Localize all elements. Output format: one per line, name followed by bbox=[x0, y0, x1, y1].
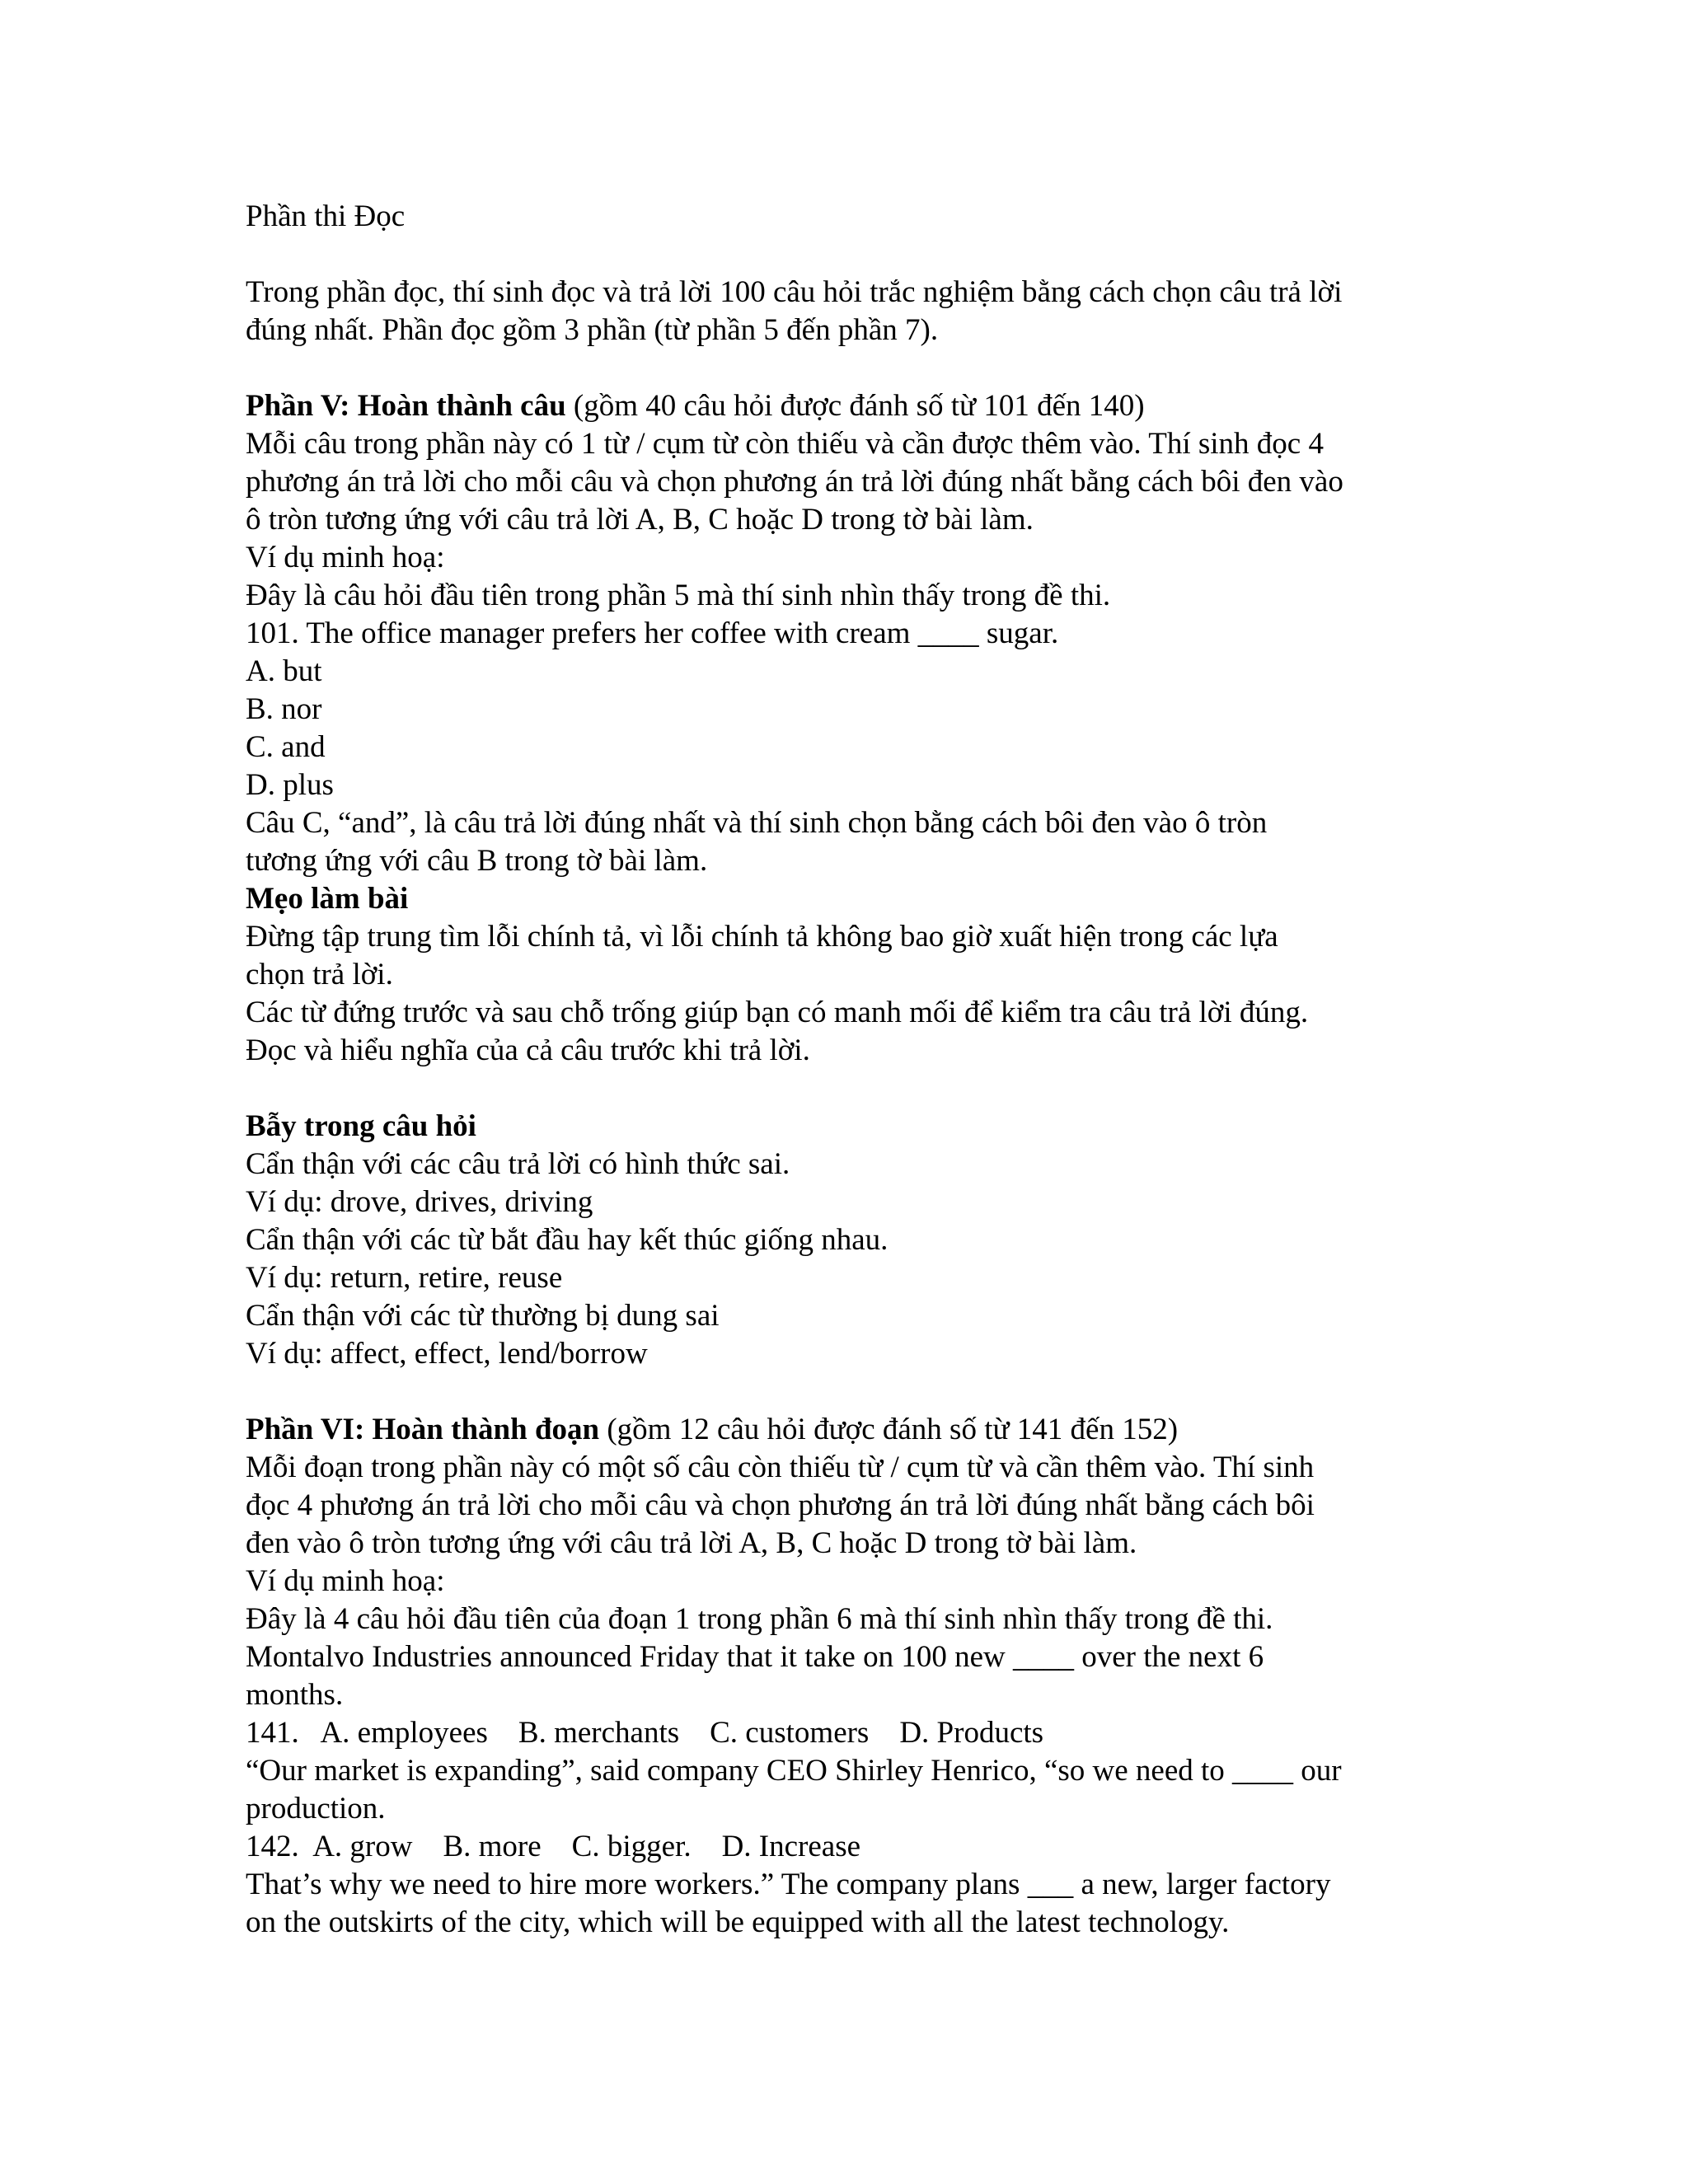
part5-example-label: Ví dụ minh hoạ: bbox=[246, 541, 445, 574]
passage-line: Montalvo Industries announced Friday that it take on 100 new ____ over the next 6 bbox=[246, 1640, 1264, 1674]
trap-line: Ví dụ: return, retire, reuse bbox=[246, 1261, 563, 1295]
part5-heading-rest: (gồm 40 câu hỏi được đánh số từ 101 đến 140) bbox=[565, 389, 1145, 423]
part5-heading-bold: Phần V: Hoàn thành câu bbox=[246, 389, 566, 423]
trap-line: Cẩn thận với các từ bắt đầu hay kết thúc giống nhau. bbox=[246, 1223, 889, 1257]
tip-line: Đọc và hiểu nghĩa của cả câu trước khi trả lời. bbox=[246, 1033, 810, 1067]
intro-line: đúng nhất. Phần đọc gồm 3 phần (từ phần 5 đến phần 7). bbox=[246, 313, 939, 347]
part5-option: D. plus bbox=[246, 768, 334, 802]
traps-heading: Bẫy trong câu hỏi bbox=[246, 1109, 476, 1143]
part6-description-line: Mỗi đoạn trong phần này có một số câu còn thiếu từ / cụm từ và cần thêm vào. Thí sinh bbox=[246, 1451, 1315, 1484]
spacer bbox=[246, 1070, 1465, 1108]
spacer bbox=[246, 236, 1465, 274]
passage-line: “Our market is expanding”, said company CEO Shirley Henrico, “so we need to ____ our bbox=[246, 1754, 1342, 1788]
part5-description-line: Mỗi câu trong phần này có 1 từ / cụm từ còn thiếu và cần được thêm vào. Thí sinh đọc 4 bbox=[246, 427, 1324, 461]
part5-explanation-line: Câu C, “and”, là câu trả lời đúng nhất và thí sinh chọn bằng cách bôi đen vào ô tròn bbox=[246, 806, 1268, 840]
trap-line: Cẩn thận với các câu trả lời có hình thức sai. bbox=[246, 1147, 790, 1181]
passage-line: months. bbox=[246, 1678, 344, 1712]
part6-example-label: Ví dụ minh hoạ: bbox=[246, 1564, 445, 1598]
part6-description-line: đen vào ô tròn tương ứng với câu trả lời A, B, C hoặc D trong tờ bài làm. bbox=[246, 1526, 1137, 1560]
intro-line: Trong phần đọc, thí sinh đọc và trả lời 100 câu hỏi trắc nghiệm bằng cách chọn câu trả lời bbox=[246, 275, 1343, 309]
part5-option: B. nor bbox=[246, 692, 322, 726]
document-content bbox=[246, 198, 1465, 1942]
trap-line: Cẩn thận với các từ thường bị dung sai bbox=[246, 1299, 720, 1333]
trap-line: Ví dụ: drove, drives, driving bbox=[246, 1185, 593, 1219]
passage-line: on the outskirts of the city, which will be equipped with all the latest technology. bbox=[246, 1905, 1230, 1939]
spacer bbox=[246, 349, 1465, 387]
part6-description-line: đọc 4 phương án trả lời cho mỗi câu và chọn phương án trả lời đúng nhất bằng cách bôi bbox=[246, 1488, 1315, 1522]
part6-heading-rest: (gồm 12 câu hỏi được đánh số từ 141 đến 152) bbox=[599, 1413, 1179, 1446]
part5-description-line: ô tròn tương ứng với câu trả lời A, B, C hoặc D trong tờ bài làm. bbox=[246, 503, 1034, 537]
passage-line: That’s why we need to hire more workers.” The company plans ___ a new, larger factory bbox=[246, 1868, 1331, 1901]
trap-line: Ví dụ: affect, effect, lend/borrow bbox=[246, 1337, 648, 1371]
spacer bbox=[246, 1373, 1465, 1411]
part6-heading-bold: Phần VI: Hoàn thành đoạn bbox=[246, 1413, 600, 1446]
tips-heading: Mẹo làm bài bbox=[246, 882, 409, 916]
part5-description-line: phương án trả lời cho mỗi câu và chọn phương án trả lời đúng nhất bằng cách bôi đen vào bbox=[246, 465, 1343, 499]
question-142-options: 142. A. grow B. more C. bigger. D. Increase bbox=[246, 1830, 861, 1863]
part5-option: C. and bbox=[246, 730, 326, 764]
tip-line: Các từ đứng trước và sau chỗ trống giúp bạn có manh mối để kiểm tra câu trả lời đúng. bbox=[246, 996, 1309, 1029]
part5-example-intro: Đây là câu hỏi đầu tiên trong phần 5 mà thí sinh nhìn thấy trong đề thi. bbox=[246, 579, 1111, 612]
part5-question: 101. The office manager prefers her coffee with cream ____ sugar. bbox=[246, 616, 1059, 650]
tip-line: Đừng tập trung tìm lỗi chính tả, vì lỗi chính tả không bao giờ xuất hiện trong các lựa bbox=[246, 920, 1278, 954]
part5-option: A. but bbox=[246, 654, 322, 688]
section-title: Phần thi Đọc bbox=[246, 199, 406, 233]
part6-example-intro: Đây là 4 câu hỏi đầu tiên của đoạn 1 trong phần 6 mà thí sinh nhìn thấy trong đề thi. bbox=[246, 1602, 1273, 1636]
part5-explanation-line: tương ứng với câu B trong tờ bài làm. bbox=[246, 844, 708, 878]
part5-heading bbox=[246, 387, 1465, 425]
passage-line: production. bbox=[246, 1792, 386, 1825]
part6-heading bbox=[246, 1411, 1465, 1449]
tip-line: chọn trả lời. bbox=[246, 958, 393, 991]
question-141-options: 141. A. employees B. merchants C. customers D. Products bbox=[246, 1716, 1044, 1750]
